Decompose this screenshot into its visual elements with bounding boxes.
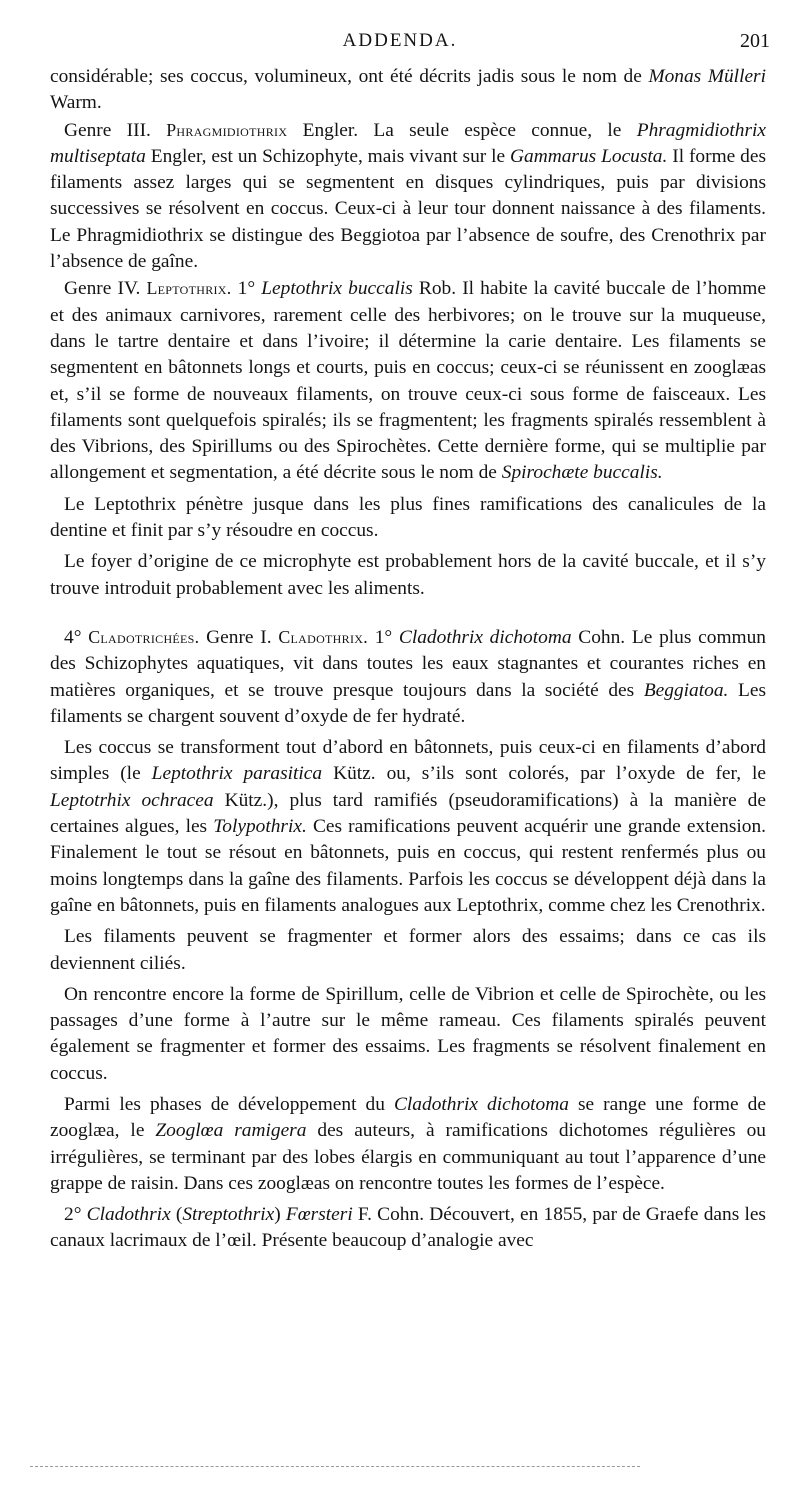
small-caps-text: Leptothrix. (146, 278, 232, 299)
text-run: 1° (367, 626, 399, 648)
italic-text: Beggiatoa. (643, 679, 729, 701)
paragraph (50, 492, 766, 545)
text-run: Kütz.), plus tard ramifiés (pseudoramifications) à la manière de certaines algues, les (50, 789, 766, 838)
text-run: 1° (231, 278, 262, 300)
italic-text: Cladothrix dichotoma (393, 1093, 569, 1115)
text-run: Les coccus se transforment tout d’abord en bâtonnets, puis ceux-ci en filaments d’abord simples (le (50, 737, 766, 785)
italic-text: Spirochæte buccalis. (501, 462, 663, 484)
paragraph (50, 64, 766, 117)
running-title: ADDENDA. (342, 30, 458, 51)
text-run: Engler. La seule espèce connue, le (287, 119, 637, 141)
text-run: Le Leptothrix pénètre jusque dans les plus fines ramifications des canalicules de la dentine et finit par s’y résoudre en coccus. (50, 493, 766, 542)
running-header (30, 30, 770, 56)
text-run: Rob. Il habite la cavité buccale de l’homme et des animaux carnivores, rarement celle des herbivores; on le trouve sur la muqueuse, dans le tartre dentaire et dans l’ivoire; il détermine la carie dentaire. Les filaments se segmentent en bâtonnets longs et courts, puis en coccus; ceux-ci se réunissent en zooglæas et, s’il se forme de nouveaux filaments, on trouve ceux-ci sous forme de faisceaux. Les filaments sont quelquefois spiralés; ils se fragmentent; les fragments spiralés ressemblent à des Vibrions, des Spirillums ou des Spirochètes. Cette dernière forme, qui se multiplie par allongement et segmentation, a été décrite sous le nom de (50, 278, 766, 484)
page-number: 201 (740, 30, 770, 52)
text-run: Les filaments se chargent souvent d’oxyde de fer hydraté. (50, 679, 766, 727)
text-run: Genre III. (64, 119, 167, 141)
text-run: Cohn. Le plus commun des Schizophytes aquatiques, vit dans toutes les eaux stagnantes et courantes riches en matières organiques, et se trouve presque toujours dans la société des (50, 626, 767, 701)
text-run: Ces ramifications peuvent acquérir une grande extension. Finalement le tout se résout en bâtonnets, puis en coccus, qui restent renfermés plus ou moins longtemps dans la gaîne des filaments. Parfois les coccus se développent déjà dans la gaîne en bâtonnets, puis en filaments analogues aux Leptothrix, comme chez les Crenothrix. (50, 816, 766, 916)
text-run: considérable; ses coccus, volumineux, ont été décrits jadis sous le nom de (50, 66, 649, 87)
paragraph (50, 1092, 766, 1197)
text-run: des auteurs, à ramifications dichotomes régulières ou irrégulières, se terminant par des lobes élargis en communiquant au tout l’apparence d’une grappe de raisin. Dans ces zooglæas on rencontre toutes les formes de l’espèce. (50, 1120, 766, 1194)
paragraph (50, 549, 766, 602)
small-caps-text: Cladotrichées. (88, 626, 200, 647)
text-run: F. Cohn. Découvert, en 1855, par de Graefe dans les canaux lacrimaux de l’œil. Présente beaucoup d’analogie avec (50, 1204, 766, 1252)
text-run: ( (170, 1204, 183, 1226)
paragraph (50, 924, 766, 977)
italic-text: Gammarus Locusta. (510, 145, 668, 167)
paragraph (50, 1202, 766, 1255)
paragraph (50, 735, 766, 919)
text-run: On rencontre encore la forme de Spirillum, celle de Vibrion et celle de Spirochète, ou les passages d’une forme à l’autre sur le même rameau. Ces filaments spiralés peuvent également se fragmenter et former des essaims. Les fragments se résolvent finalement en coccus. (50, 983, 766, 1084)
text-run: Engler, est un Schizophyte, mais vivant sur le (145, 145, 511, 167)
italic-text: Leptothrix buccalis (261, 278, 413, 300)
text-run: Parmi les phases de développement du (64, 1093, 394, 1115)
small-caps-text: Cladothrix. (278, 626, 368, 647)
text-run: Le foyer d’origine de ce microphyte est probablement hors de la cavité buccale, et il s’y trouve introduit probablement avec les aliments. (50, 551, 766, 599)
italic-text: Streptothrix (182, 1204, 275, 1226)
text-run: Genre IV. (64, 278, 147, 300)
italic-text: Phragmidiothrix multiseptata (50, 119, 766, 167)
text-run: ) (274, 1204, 286, 1226)
text-run: Warm. (50, 92, 102, 114)
section-paragraph (50, 624, 766, 730)
italic-text: Cladothrix dichotoma (398, 626, 572, 648)
paragraph (50, 982, 766, 1087)
text-run: Les filaments peuvent se fragmenter et former alors des essaims; dans ce cas ils deviennent ciliés. (50, 926, 766, 974)
body-text (50, 64, 766, 1255)
text-run: Kütz. ou, s’ils sont colorés, par l’oxyde de fer, le (322, 763, 767, 785)
italic-text: Monas Mülleri (648, 66, 766, 87)
small-caps-text: Phragmidiothrix (166, 119, 288, 140)
italic-text: Leptothrix parasitica (151, 763, 323, 785)
text-run: 4° (64, 626, 89, 648)
footer-rule (30, 1466, 640, 1467)
paragraph (50, 117, 766, 276)
italic-text: Cladothrix (86, 1204, 171, 1226)
italic-text: Tolypothrix. (213, 816, 307, 838)
text-run: se range une forme de zooglæa, le (50, 1093, 766, 1142)
italic-text: Fœrsteri (285, 1204, 353, 1226)
text-run: 2° (64, 1204, 87, 1226)
paragraph (50, 275, 766, 486)
text-run: Il forme des filaments assez larges qui se segmentent en disques cylindriques, puis par divisions successives se résolvent en coccus. Ceux-ci à leur tour donnent naissance à des filaments. Le Phragmidiothrix se distingue des Beggiotoa par l’absence de soufre, des Crenothrix par l’absence de gaîne. (50, 145, 767, 273)
text-run: Genre I. (199, 626, 279, 648)
italic-text: Zooglœa ramigera (155, 1120, 307, 1142)
italic-text: Leptotrhix ochracea (50, 789, 214, 811)
